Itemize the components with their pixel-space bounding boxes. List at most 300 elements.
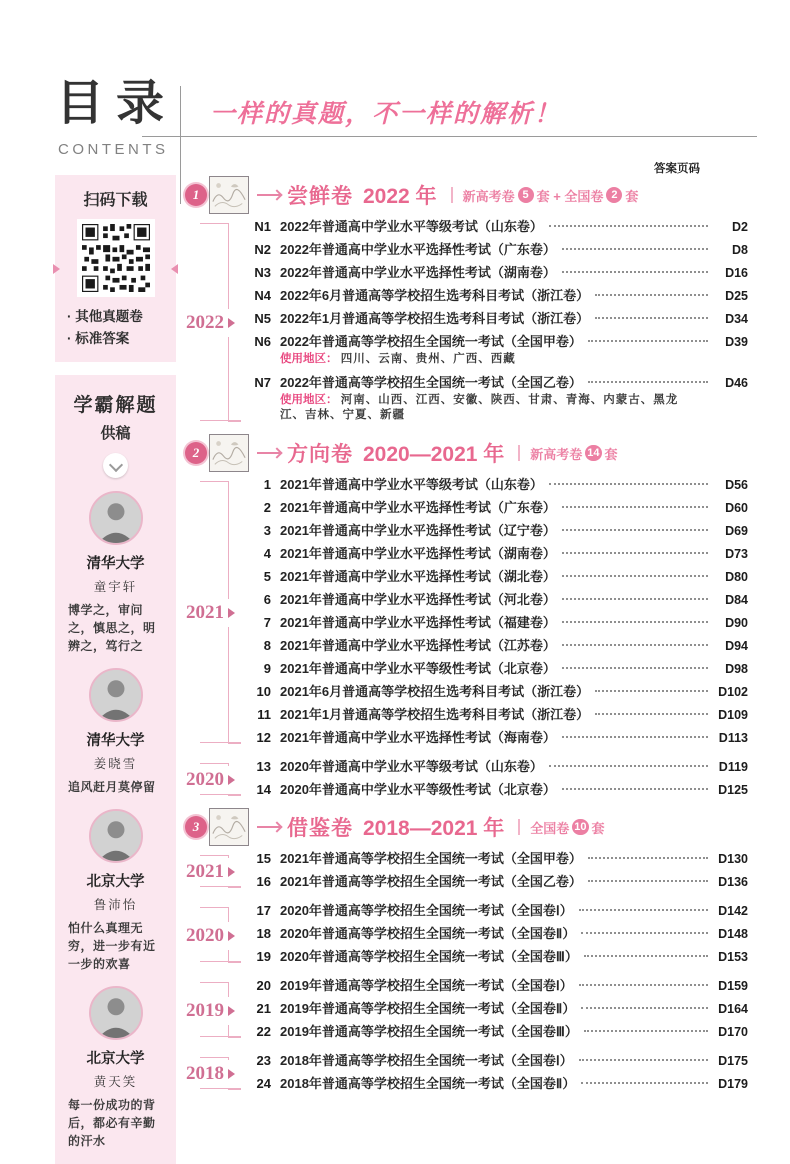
year-group (185, 975, 748, 1046)
toc-entry (249, 729, 748, 747)
toc-entry (249, 241, 748, 259)
toc-item-page: D179 (718, 1077, 748, 1091)
dotted-leader (579, 909, 708, 911)
year-label (185, 309, 235, 337)
toc-item-page: D34 (725, 312, 748, 326)
year-label (185, 997, 235, 1025)
year-text: 2018 (186, 1063, 224, 1084)
toc-entry (249, 873, 748, 891)
student-school: 北京大学 (86, 1051, 145, 1068)
count-badge: 2 (606, 187, 622, 203)
toc-item-page: D2 (732, 220, 748, 234)
toc-item-page: D98 (725, 662, 748, 676)
toc-item-title: 2022年普通高等学校招生全国统一考试（全国乙卷） (280, 375, 582, 390)
dotted-leader (562, 506, 708, 508)
dotted-leader (562, 271, 708, 273)
section-subtitle (530, 444, 617, 463)
subtitle-text: 新高考卷 (530, 446, 583, 462)
toc-item-number: 4 (263, 546, 271, 561)
arrow-right-icon (257, 194, 281, 196)
toc-item-title: 2021年普通高中学业水平等级性考试（北京卷） (280, 661, 556, 676)
subtitle-text: 套 (591, 820, 605, 836)
section-thumbnail (209, 434, 249, 472)
toc-entry (249, 499, 748, 517)
dotted-leader (595, 713, 708, 715)
toc-entry (249, 374, 748, 423)
toc-item-list (249, 756, 748, 804)
section-thumbnail (209, 808, 249, 846)
count-badge: 14 (587, 447, 600, 459)
toc-item-title: 2022年普通高等学校招生全国统一考试（全国甲卷） (280, 334, 582, 349)
toc-row (249, 660, 748, 678)
year-label (185, 922, 235, 950)
toc-item-title: 2018年普通高等学校招生全国统一考试（全国卷Ⅱ） (280, 1076, 576, 1091)
toc-entry (249, 902, 748, 920)
triangle-right-icon (228, 775, 235, 785)
toc-item-title: 2022年普通高中学业水平等级考试（山东卷） (280, 219, 543, 234)
region-note-text: 四川、云南、贵州、广西、西藏 (340, 353, 516, 365)
toc-entry (249, 568, 748, 586)
scholars-box (55, 375, 176, 1164)
toc-row (249, 948, 748, 966)
dotted-leader (562, 621, 708, 623)
toc-item-number: 18 (256, 926, 271, 941)
section-header (185, 434, 748, 472)
year-column (185, 216, 249, 430)
qr-code (77, 219, 155, 297)
toc-row (249, 264, 748, 282)
year-group (185, 848, 748, 896)
toc-item-title: 2019年普通高等学校招生全国统一考试（全国卷Ⅲ） (280, 1024, 578, 1039)
toc-entry (249, 1023, 748, 1041)
toc (185, 176, 748, 1102)
toc-entry (249, 287, 748, 305)
toc-item-list (249, 848, 748, 896)
student-card (55, 809, 176, 973)
student-photo (89, 668, 143, 722)
toc-item-number: 11 (257, 707, 271, 722)
toc-item-number: N2 (254, 242, 271, 257)
toc-item-list (249, 975, 748, 1046)
toc-item-number: N7 (254, 375, 271, 390)
year-column (185, 474, 249, 752)
toc-entry (249, 781, 748, 799)
toc-item-title: 2022年6月普通高等学校招生选考科目考试（浙江卷） (280, 288, 590, 303)
year-group-list (185, 474, 748, 804)
year-text: 2020 (186, 769, 224, 790)
qr-box-title: 扫码下载 (83, 192, 148, 209)
page-title: 目录 (56, 77, 177, 130)
toc-item-list (249, 900, 748, 971)
region-note-label: 使用地区： (280, 394, 338, 406)
toc-item-title: 2022年1月普通高等学校招生选考科目考试（浙江卷） (280, 311, 590, 326)
toc-item-number: 13 (256, 759, 271, 774)
toc-item-title: 2021年普通高中学业水平选择性考试（海南卷） (280, 730, 556, 745)
section-year-range: 2020—2021 年 (363, 443, 505, 466)
toc-item-page: D170 (718, 1025, 748, 1039)
toc-item-title: 2021年普通高中学业水平选择性考试（辽宁卷） (280, 523, 556, 538)
toc-row (249, 850, 748, 868)
toc-item-number: 5 (263, 569, 271, 584)
toc-item-page: D80 (725, 570, 748, 584)
landscape-art-icon (210, 435, 248, 471)
student-name: 姜晓雪 (93, 757, 138, 772)
toc-item-page: D8 (732, 243, 748, 257)
toc-row (249, 977, 748, 995)
toc-item-title: 2021年普通高中学业水平选择性考试（江苏卷） (280, 638, 556, 653)
toc-row (249, 683, 748, 701)
region-note-text: 河南、山西、江西、安徽、陕西、甘肃、青海、内蒙古、黑龙江、吉林、宁夏、新疆 (280, 394, 679, 421)
dotted-leader (581, 1082, 708, 1084)
toc-row (249, 758, 748, 776)
toc-entry (249, 637, 748, 655)
dotted-leader (562, 552, 708, 554)
toc-entry (249, 218, 748, 236)
toc-item-number: 10 (256, 684, 271, 699)
toc-entry (249, 310, 748, 328)
toc-item-page: D90 (725, 616, 748, 630)
toc-item-page: D60 (725, 501, 748, 515)
section-header (185, 176, 748, 214)
triangle-right-icon (228, 1006, 235, 1016)
student-name: 童宇轩 (93, 580, 138, 595)
student-quote: 博学之，审问之，慎思之，明辨之，笃行之 (68, 603, 156, 654)
toc-item-number: 20 (256, 978, 271, 993)
student-photo (89, 809, 143, 863)
section-title: 方向卷 (287, 443, 353, 466)
toc-item-page: D84 (725, 593, 748, 607)
triangle-right-icon (228, 1069, 235, 1079)
toc-row (249, 873, 748, 891)
toc-item-list (249, 216, 748, 430)
toc-item-number: 9 (263, 661, 271, 676)
count-badge: 10 (574, 821, 587, 833)
section-title: 借鉴卷 (287, 817, 353, 840)
toc-row (249, 591, 748, 609)
dotted-leader (562, 667, 708, 669)
section-number-badge: 2 (185, 442, 207, 464)
toc-item-page: D125 (718, 783, 748, 797)
section-title: 尝鲜卷 (287, 185, 353, 208)
year-text: 2021 (186, 602, 224, 623)
section-year-range: 2022 年 (363, 185, 437, 208)
toc-section (185, 434, 748, 804)
portrait-icon (91, 811, 141, 861)
toc-row (249, 1000, 748, 1018)
year-group (185, 756, 748, 804)
section-subtitle (463, 186, 639, 205)
year-group-list (185, 848, 748, 1098)
toc-row (249, 781, 748, 799)
toc-item-page: D130 (718, 852, 748, 866)
toc-row (249, 568, 748, 586)
toc-item-title: 2019年普通高等学校招生全国统一考试（全国卷Ⅱ） (280, 1001, 576, 1016)
toc-item-page: D119 (718, 760, 748, 774)
triangle-right-icon (228, 318, 235, 328)
year-label (185, 599, 235, 627)
dotted-leader (549, 483, 708, 485)
landscape-art-icon (210, 177, 248, 213)
toc-row (249, 637, 748, 655)
toc-entry (249, 977, 748, 995)
toc-entry (249, 264, 748, 282)
toc-item-title: 2021年1月普通高等学校招生选考科目考试（浙江卷） (280, 707, 590, 722)
divider-vertical (180, 86, 181, 204)
divider (518, 445, 520, 461)
toc-item-number: 15 (256, 851, 271, 866)
toc-entry (249, 706, 748, 724)
toc-item-number: 17 (256, 903, 271, 918)
toc-section (185, 176, 748, 430)
section-number-badge: 1 (185, 184, 207, 206)
toc-item-page: D109 (718, 708, 748, 722)
toc-item-number: 24 (256, 1076, 271, 1091)
year-label (185, 766, 235, 794)
year-column (185, 848, 249, 896)
qr-bullet-list (64, 306, 167, 349)
toc-item-number: 3 (263, 523, 271, 538)
toc-item-page: D16 (725, 266, 748, 280)
student-name: 黄天笑 (93, 1075, 138, 1090)
scholars-subtitle: 供稿 (100, 425, 131, 443)
arrow-right-icon (257, 452, 281, 454)
toc-entry (249, 522, 748, 540)
student-card (55, 668, 176, 796)
toc-row (249, 925, 748, 943)
toc-item-title: 2021年普通高中学业水平选择性考试（福建卷） (280, 615, 556, 630)
toc-entry (249, 925, 748, 943)
toc-item-number: 21 (256, 1001, 271, 1016)
dotted-leader (584, 955, 708, 957)
toc-row (249, 1052, 748, 1070)
toc-row (249, 476, 748, 494)
toc-item-number: N5 (254, 311, 271, 326)
student-card (55, 986, 176, 1150)
toc-item-number: 2 (263, 500, 271, 515)
section-number-badge: 3 (185, 816, 207, 838)
triangle-right-icon (228, 931, 235, 941)
toc-item-number: N3 (254, 265, 271, 280)
toc-item-number: 14 (256, 782, 271, 797)
toc-item-page: D73 (725, 547, 748, 561)
qr-download-box (55, 175, 176, 362)
region-note-label: 使用地区： (280, 353, 338, 365)
dotted-leader (562, 529, 708, 531)
dotted-leader (581, 1007, 708, 1009)
toc-item-number: 12 (256, 730, 271, 745)
year-label (185, 858, 235, 886)
toc-row (249, 218, 748, 236)
toc-item-number: 7 (263, 615, 271, 630)
toc-entry (249, 660, 748, 678)
dotted-leader (588, 857, 708, 859)
year-column (185, 756, 249, 804)
count-badge: 5 (518, 187, 534, 203)
toc-item-title: 2021年普通高中学业水平等级考试（山东卷） (280, 477, 543, 492)
chevron-down-icon (103, 453, 128, 478)
landscape-art-icon (210, 809, 248, 845)
toc-item-page: D94 (725, 639, 748, 653)
year-group (185, 1050, 748, 1098)
dotted-leader (579, 1059, 708, 1061)
toc-item-page: D69 (725, 524, 748, 538)
dotted-leader (562, 788, 708, 790)
toc-row (249, 614, 748, 632)
toc-entry (249, 476, 748, 494)
year-group (185, 900, 748, 971)
student-list (55, 491, 176, 1150)
toc-item-title: 2018年普通高等学校招生全国统一考试（全国卷Ⅰ） (280, 1053, 573, 1068)
toc-item-page: D39 (725, 335, 748, 349)
toc-item-title: 2021年普通高中学业水平选择性考试（湖南卷） (280, 546, 556, 561)
portrait-icon (91, 493, 141, 543)
toc-entry (249, 1075, 748, 1093)
toc-row (249, 545, 748, 563)
section-header (185, 808, 748, 846)
toc-row (249, 706, 748, 724)
year-label (185, 1060, 235, 1088)
dotted-leader (595, 317, 708, 319)
dotted-leader (562, 248, 708, 250)
dotted-leader (549, 225, 708, 227)
dotted-leader (595, 294, 708, 296)
year-text: 2021 (186, 861, 224, 882)
toc-item-number: 22 (256, 1024, 271, 1039)
scholars-title: 学霸解题 (73, 395, 158, 417)
sidebar (55, 175, 176, 1164)
toc-item-title: 2022年普通高中学业水平选择性考试（广东卷） (280, 242, 556, 257)
page-subtitle-en: CONTENTS (58, 141, 169, 158)
subtitle-text: 套 (604, 446, 618, 462)
section-year-range: 2018—2021 年 (363, 817, 505, 840)
toc-entry (249, 683, 748, 701)
divider (451, 187, 453, 203)
toc-entry (249, 591, 748, 609)
toc-row (249, 310, 748, 328)
year-text: 2019 (186, 999, 224, 1021)
year-group (185, 216, 748, 430)
subtitle-text: 全国卷 (530, 820, 570, 836)
triangle-right-icon (228, 608, 235, 618)
dotted-leader (595, 690, 708, 692)
portrait-icon (91, 988, 141, 1038)
dotted-leader (588, 381, 708, 383)
toc-item-page: D136 (718, 875, 748, 889)
toc-item-page: D153 (718, 950, 748, 964)
toc-item-page: D159 (718, 979, 748, 993)
toc-row (249, 374, 748, 392)
toc-item-title: 2020年普通高中学业水平等级考试（山东卷） (280, 759, 543, 774)
student-quote: 每一份成功的背后，都必有辛勤的汗水 (68, 1098, 156, 1149)
section-subtitle (530, 818, 604, 837)
dotted-leader (584, 1030, 708, 1032)
dotted-leader (581, 932, 708, 934)
toc-row (249, 287, 748, 305)
toc-item-page: D164 (718, 1002, 748, 1016)
toc-entry (249, 614, 748, 632)
toc-item-page: D102 (718, 685, 748, 699)
toc-item-title: 2021年普通高中学业水平选择性考试（河北卷） (280, 592, 556, 607)
toc-item-number: 19 (256, 949, 271, 964)
region-note (280, 352, 688, 367)
triangle-right-icon (228, 867, 235, 877)
toc-item-page: D113 (718, 731, 748, 745)
student-name: 鲁沛怡 (93, 898, 138, 913)
toc-entry (249, 948, 748, 966)
region-note (280, 393, 688, 423)
toc-item-page: D25 (725, 289, 748, 303)
toc-row (249, 902, 748, 920)
dotted-leader (562, 736, 708, 738)
toc-item-title: 2021年普通高中学业水平选择性考试（湖北卷） (280, 569, 556, 584)
toc-item-title: 2020年普通高等学校招生全国统一考试（全国卷Ⅱ） (280, 926, 576, 941)
toc-section (185, 808, 748, 1098)
dotted-leader (562, 644, 708, 646)
year-column (185, 1050, 249, 1098)
toc-row (249, 522, 748, 540)
toc-item-page: D56 (725, 478, 748, 492)
arrow-right-icon (257, 826, 281, 828)
dotted-leader (549, 765, 708, 767)
student-quote: 怕什么真理无穷，进一步有近一步的欢喜 (68, 921, 156, 972)
toc-row (249, 499, 748, 517)
toc-item-title: 2022年普通高中学业水平选择性考试（湖南卷） (280, 265, 556, 280)
toc-entry (249, 758, 748, 776)
slogan: 一样的真题，不一样的解析！ (210, 101, 562, 128)
student-quote: 追风赶月莫停留 (68, 780, 156, 795)
student-photo (89, 491, 143, 545)
dotted-leader (579, 984, 708, 986)
section-thumbnail (209, 176, 249, 214)
year-column (185, 900, 249, 971)
qr-bullet: · 标准答案 (67, 328, 167, 350)
toc-item-number: 23 (256, 1053, 271, 1068)
toc-entry (249, 850, 748, 868)
answer-page-label: 答案页码 (654, 163, 700, 175)
toc-entry (249, 333, 748, 367)
toc-entry (249, 545, 748, 563)
divider (518, 819, 520, 835)
toc-row (249, 241, 748, 259)
toc-item-title: 2021年6月普通高等学校招生选考科目考试（浙江卷） (280, 684, 590, 699)
subtitle-text: 套 (625, 188, 639, 204)
toc-item-title: 2020年普通高等学校招生全国统一考试（全国卷Ⅰ） (280, 903, 573, 918)
toc-entry (249, 1052, 748, 1070)
toc-item-title: 2021年普通高等学校招生全国统一考试（全国乙卷） (280, 874, 582, 889)
year-group (185, 474, 748, 752)
toc-item-title: 2019年普通高等学校招生全国统一考试（全国卷Ⅰ） (280, 978, 573, 993)
toc-item-number: 1 (263, 477, 271, 492)
toc-item-number: N1 (254, 219, 271, 234)
toc-item-list (249, 1050, 748, 1098)
year-column (185, 975, 249, 1046)
student-school: 北京大学 (86, 874, 145, 891)
dotted-leader (562, 598, 708, 600)
toc-item-title: 2021年普通高等学校招生全国统一考试（全国甲卷） (280, 851, 582, 866)
subtitle-text: 套 + 全国卷 (536, 188, 604, 204)
toc-entry (249, 1000, 748, 1018)
toc-item-page: D175 (718, 1054, 748, 1068)
year-text: 2022 (186, 312, 224, 333)
toc-item-number: 16 (256, 874, 271, 889)
toc-row (249, 729, 748, 747)
toc-item-number: N6 (254, 334, 271, 349)
toc-row (249, 333, 748, 351)
toc-row (249, 1023, 748, 1041)
student-school: 清华大学 (86, 733, 145, 750)
student-photo (89, 986, 143, 1040)
toc-item-title: 2021年普通高中学业水平选择性考试（广东卷） (280, 500, 556, 515)
